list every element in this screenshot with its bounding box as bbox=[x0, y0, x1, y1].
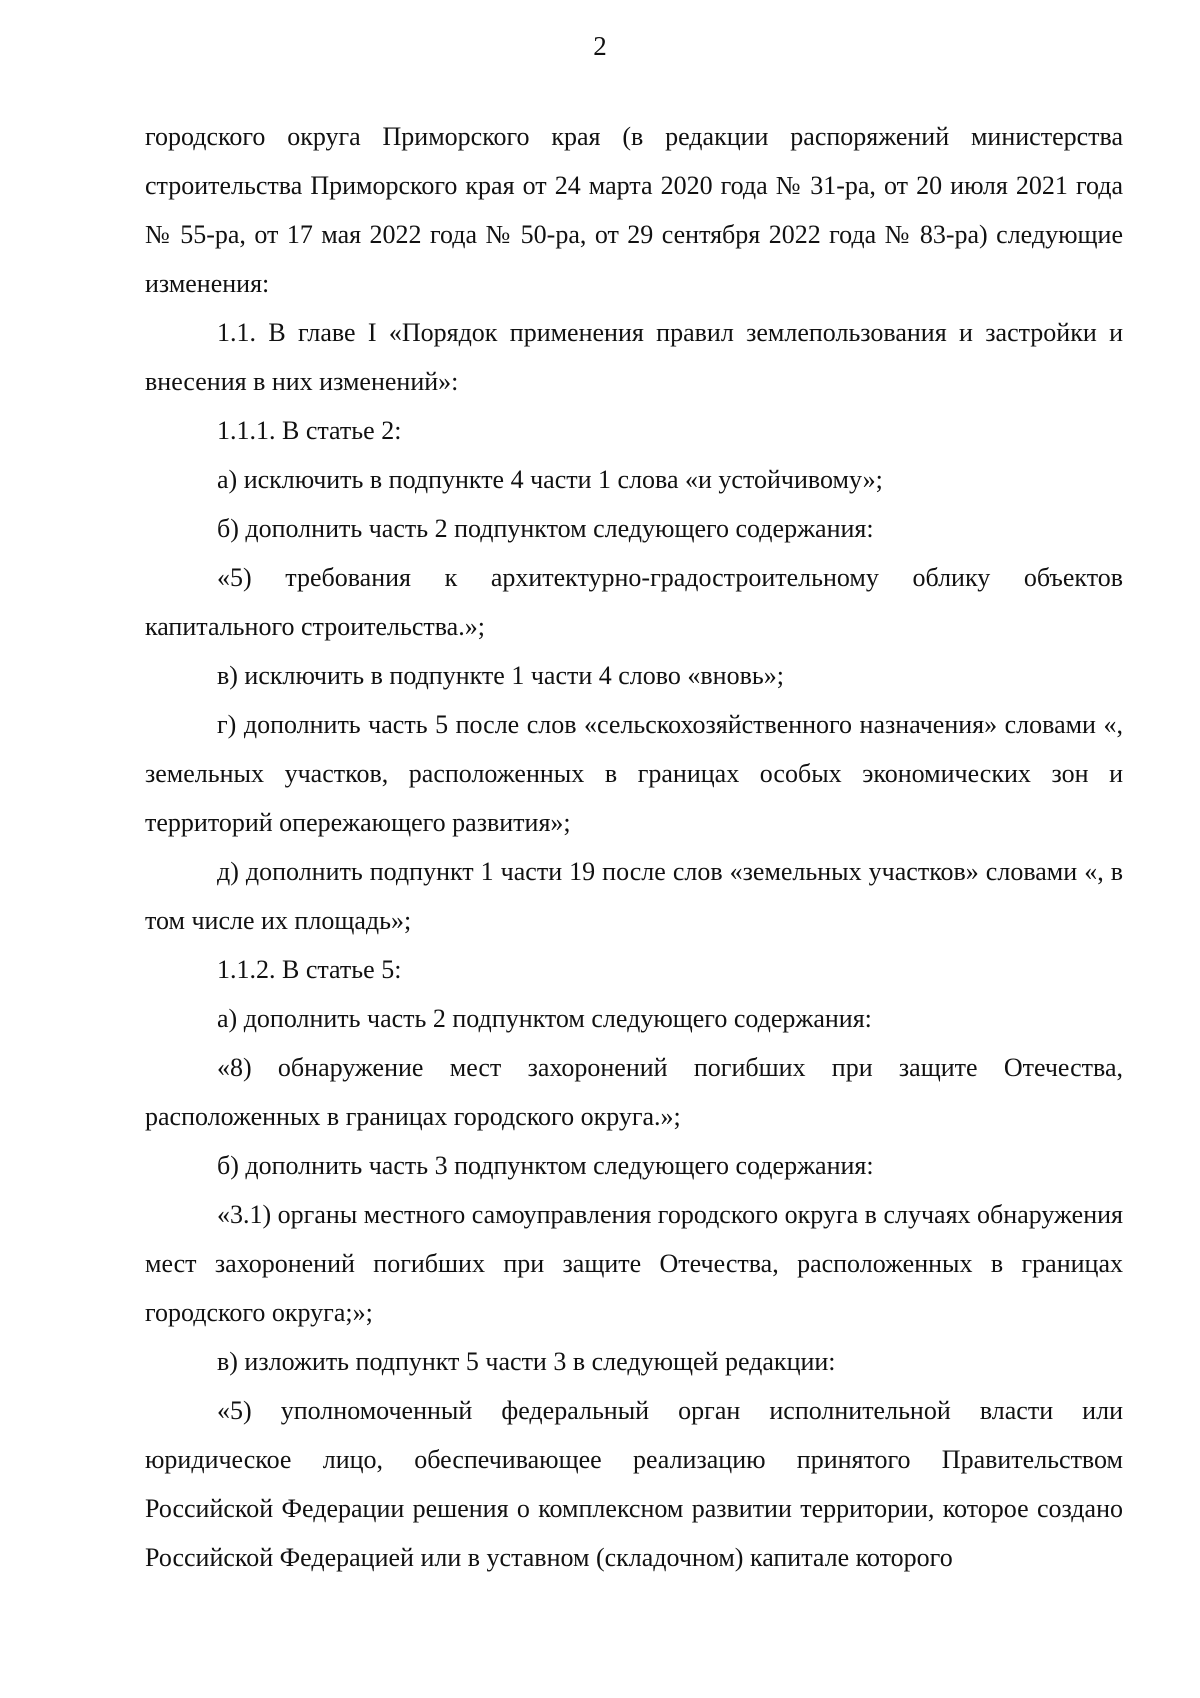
paragraph: «5) уполномоченный федеральный орган исполнительной власти или юридическое лицо, обеспечивающее реализацию принятого Правительством Российской Федерации решения о комплексном развитии территории, которое создано Российской Федерацией или в уставном (складочном) капитале которого bbox=[145, 1396, 1123, 1572]
paragraph: «8) обнаружение мест захоронений погибших при защите Отечества, расположенных в границах городского округа.»; bbox=[145, 1053, 1123, 1131]
paragraph: г) дополнить часть 5 после слов «сельскохозяйственного назначения» словами «, земельных участков, расположенных в границах особых экономических зон и территорий опережающего развития»; bbox=[145, 710, 1123, 837]
paragraph: б) дополнить часть 2 подпунктом следующего содержания: bbox=[217, 514, 874, 543]
paragraph: «3.1) органы местного самоуправления городского округа в случаях обнаружения мест захоронений погибших при защите Отечества, расположенных в границах городского округа;»; bbox=[145, 1200, 1123, 1327]
page-number: 2 bbox=[593, 31, 607, 61]
paragraph: 1.1. В главе I «Порядок применения правил землепользования и застройки и внесения в них изменений»: bbox=[145, 318, 1123, 396]
paragraph: б) дополнить часть 3 подпунктом следующего содержания: bbox=[217, 1151, 874, 1180]
paragraph: 1.1.2. В статье 5: bbox=[217, 955, 402, 984]
paragraph: а) дополнить часть 2 подпунктом следующего содержания: bbox=[217, 1004, 872, 1033]
paragraph: «5) требования к архитектурно-градостроительному облику объектов капитального строительства.»; bbox=[145, 563, 1123, 641]
paragraph: 1.1.1. В статье 2: bbox=[217, 416, 402, 445]
paragraph: городского округа Приморского края (в редакции распоряжений министерства строительства Приморского края от 24 марта 2020 года № 31-ра, от 20 июля 2021 года № 55-ра, от 17 мая 2022 года № 50-ра, от 29 сентября 2022 года № 83-ра) следующие изменения: bbox=[145, 122, 1123, 298]
paragraph: д) дополнить подпункт 1 части 19 после слов «земельных участков» словами «, в том числе их площадь»; bbox=[145, 857, 1123, 935]
document-body bbox=[145, 112, 1123, 1582]
paragraph: а) исключить в подпункте 4 части 1 слова «и устойчивому»; bbox=[217, 465, 883, 494]
paragraph: в) изложить подпункт 5 части 3 в следующей редакции: bbox=[217, 1347, 836, 1376]
paragraph: в) исключить в подпункте 1 части 4 слово «вновь»; bbox=[217, 661, 784, 690]
